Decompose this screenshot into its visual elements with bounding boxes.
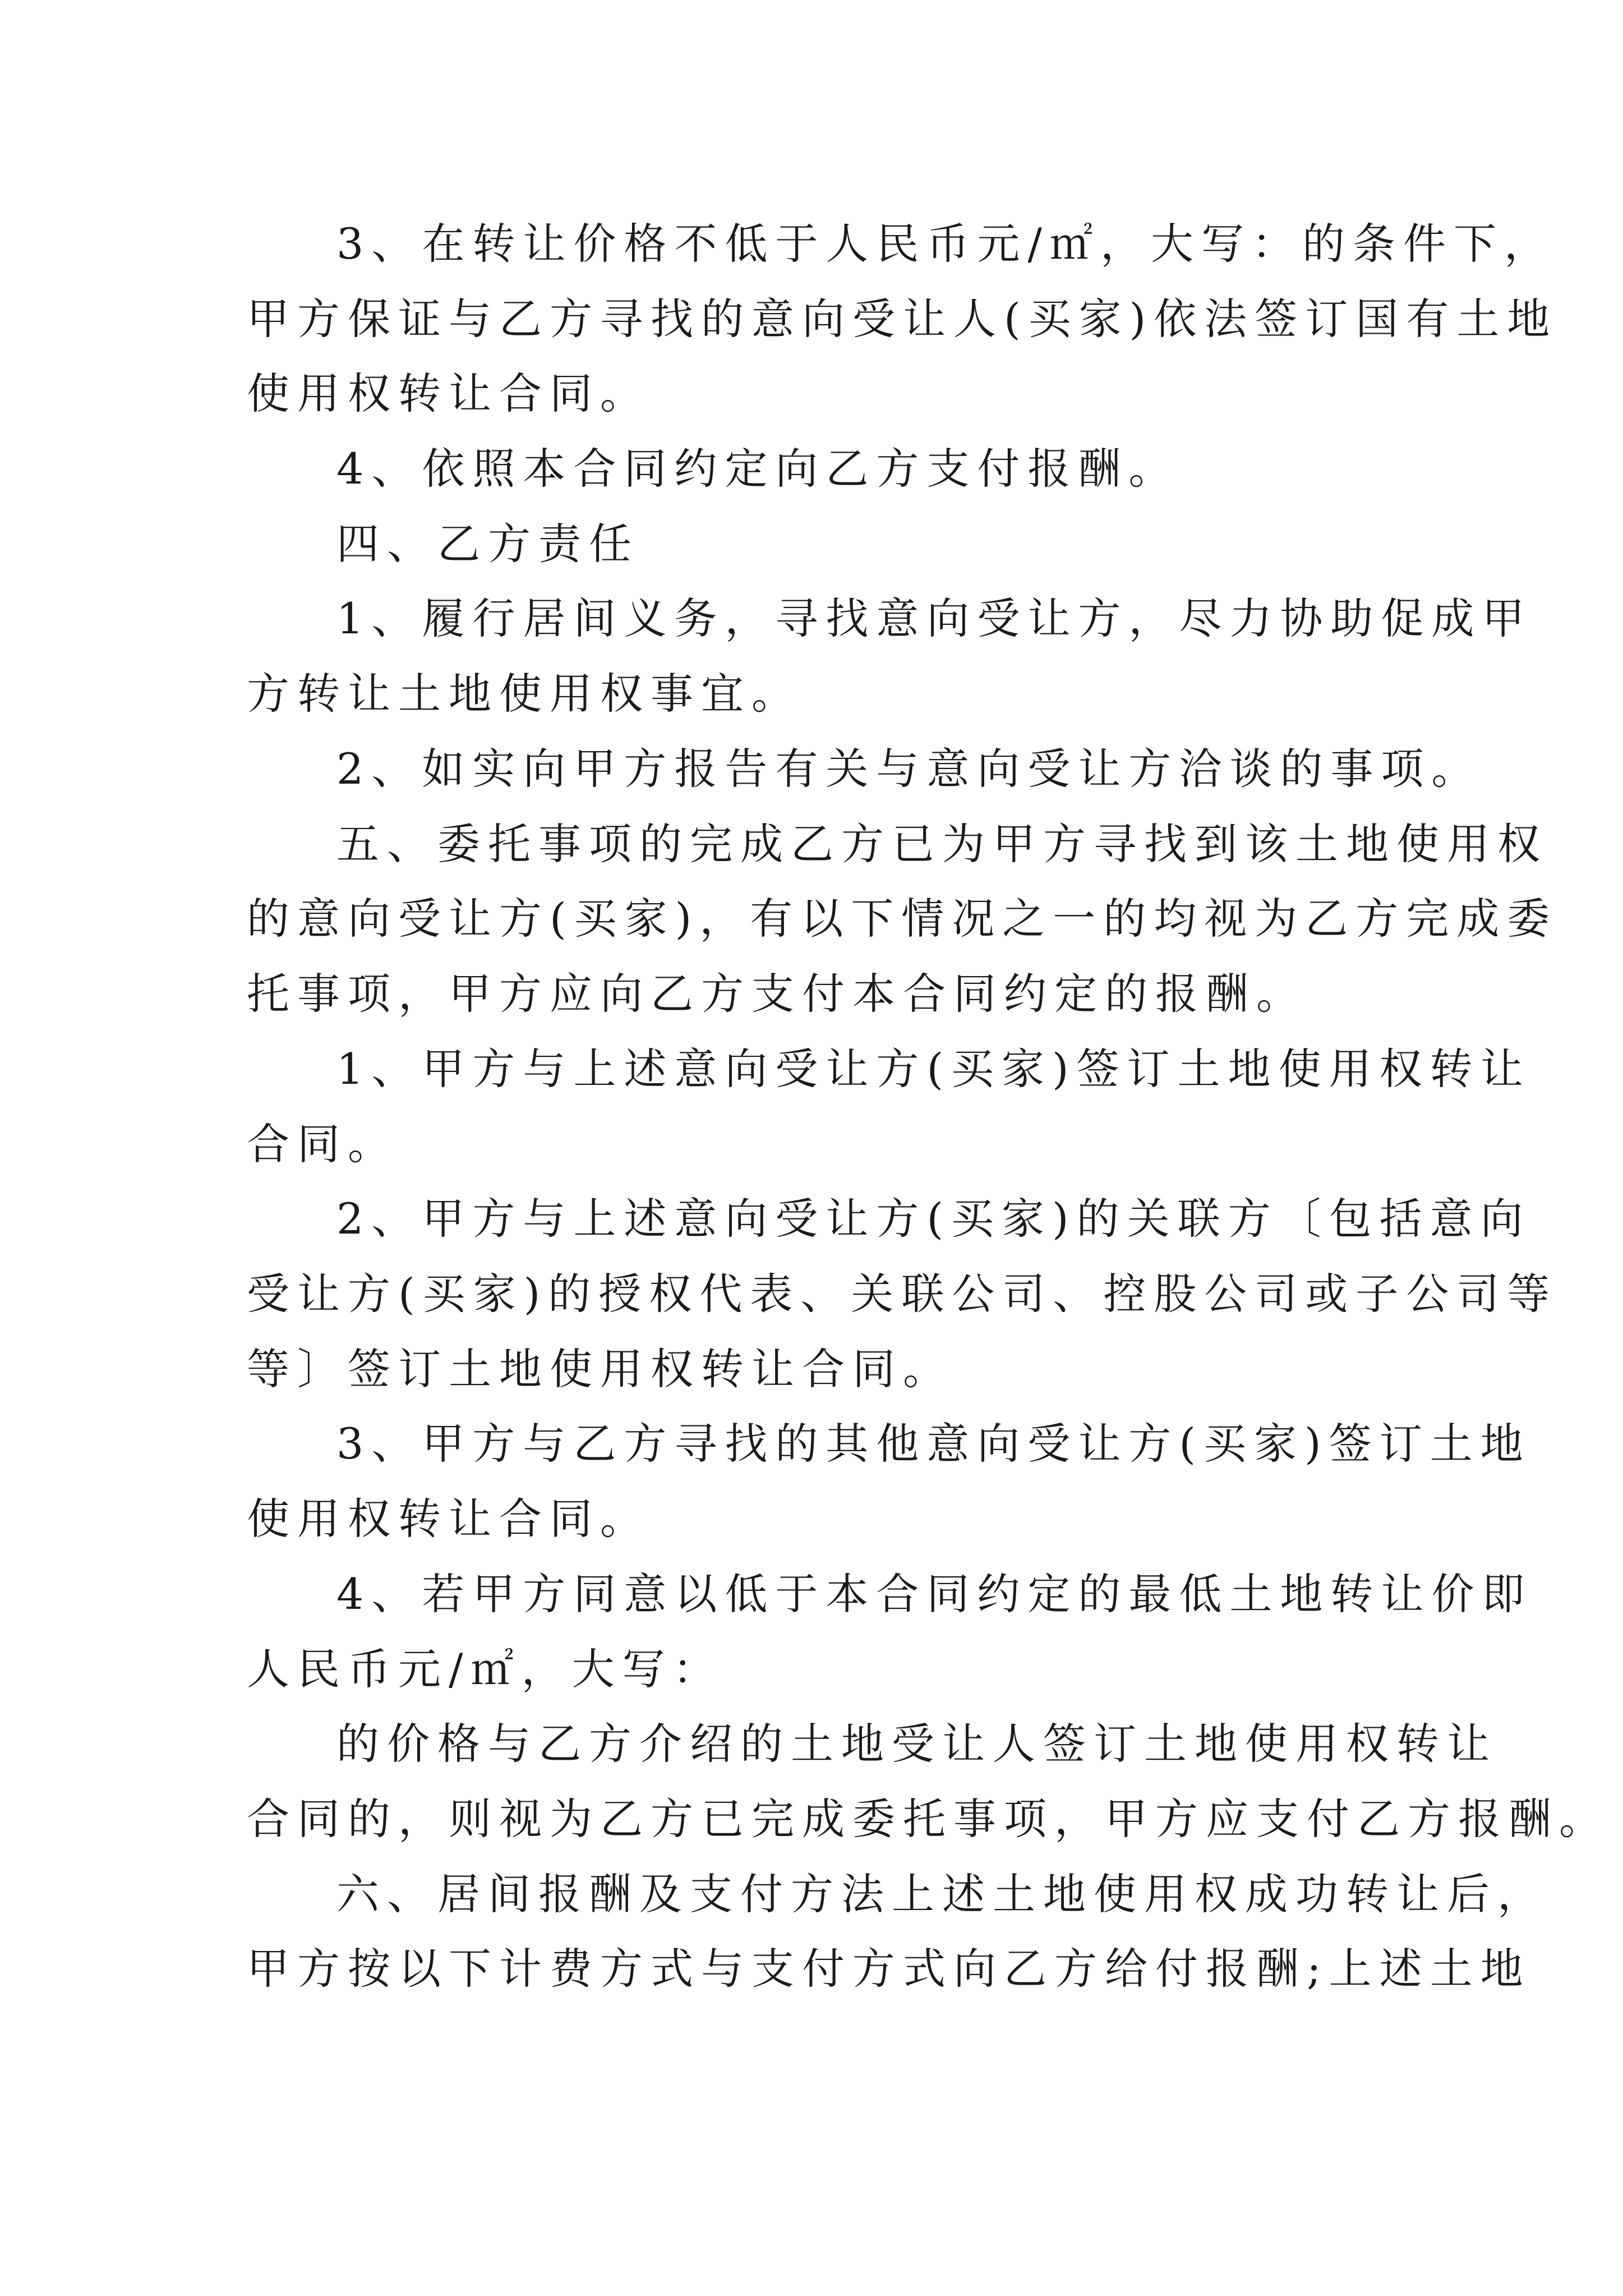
paragraph-line: 使用权转让合同。 [247,369,651,418]
paragraph-line: 2、如实向甲方报告有关与意向受让方洽谈的事项。 [336,744,1482,794]
paragraph-line: 人民币元/㎡，大写： [247,1644,723,1694]
paragraph-line: 1、甲方与上述意向受让方(买家)签订土地使用权转让 [336,1044,1531,1094]
paragraph-line: 五、委托事项的完成乙方已为甲方寻找到该土地使用权 [336,819,1548,869]
paragraph-line: 六、居间报酬及支付方法上述土地使用权成功转让后， [336,1869,1548,1919]
paragraph-line: 受让方(买家)的授权代表、关联公司、控股公司或子公司等 [247,1269,1558,1319]
paragraph-line: 甲方按以下计费方式与支付方式向乙方给付报酬;上述土地 [247,1944,1531,1994]
paragraph-line: 合同的，则视为乙方已完成委托事项，甲方应支付乙方报酬。 [247,1794,1610,1844]
paragraph-line: 甲方保证与乙方寻找的意向受让人(买家)依法签订国有土地 [247,294,1558,344]
paragraph-line: 4、若甲方同意以低于本合同约定的最低土地转让价即 [336,1569,1533,1619]
paragraph-line: 3、在转让价格不低于人民币元/㎡，大写：的条件下， [336,219,1555,269]
paragraph-line: 2、甲方与上述意向受让方(买家)的关联方〔包括意向 [336,1194,1531,1244]
paragraph-line: 方转让土地使用权事宜。 [247,669,802,719]
paragraph-line: 合同。 [247,1119,398,1169]
paragraph-line: 等〕签订土地使用权转让合同。 [247,1344,953,1394]
section-heading: 四、乙方责任 [336,519,639,569]
paragraph-line: 4、依照本合同约定向乙方支付报酬。 [336,444,1179,494]
paragraph-line: 3、甲方与乙方寻找的其他意向受让方(买家)签订土地 [336,1419,1531,1469]
paragraph-line: 1、履行居间义务，寻找意向受让方，尽力协助促成甲 [336,593,1533,643]
paragraph-line: 使用权转让合同。 [247,1494,651,1544]
paragraph-line: 的意向受让方(买家)，有以下情况之一的均视为乙方完成委 [247,894,1558,944]
paragraph-line: 的价格与乙方介绍的土地受让人签订土地使用权转让 [336,1719,1497,1769]
paragraph-line: 托事项，甲方应向乙方支付本合同约定的报酬。 [247,969,1307,1019]
